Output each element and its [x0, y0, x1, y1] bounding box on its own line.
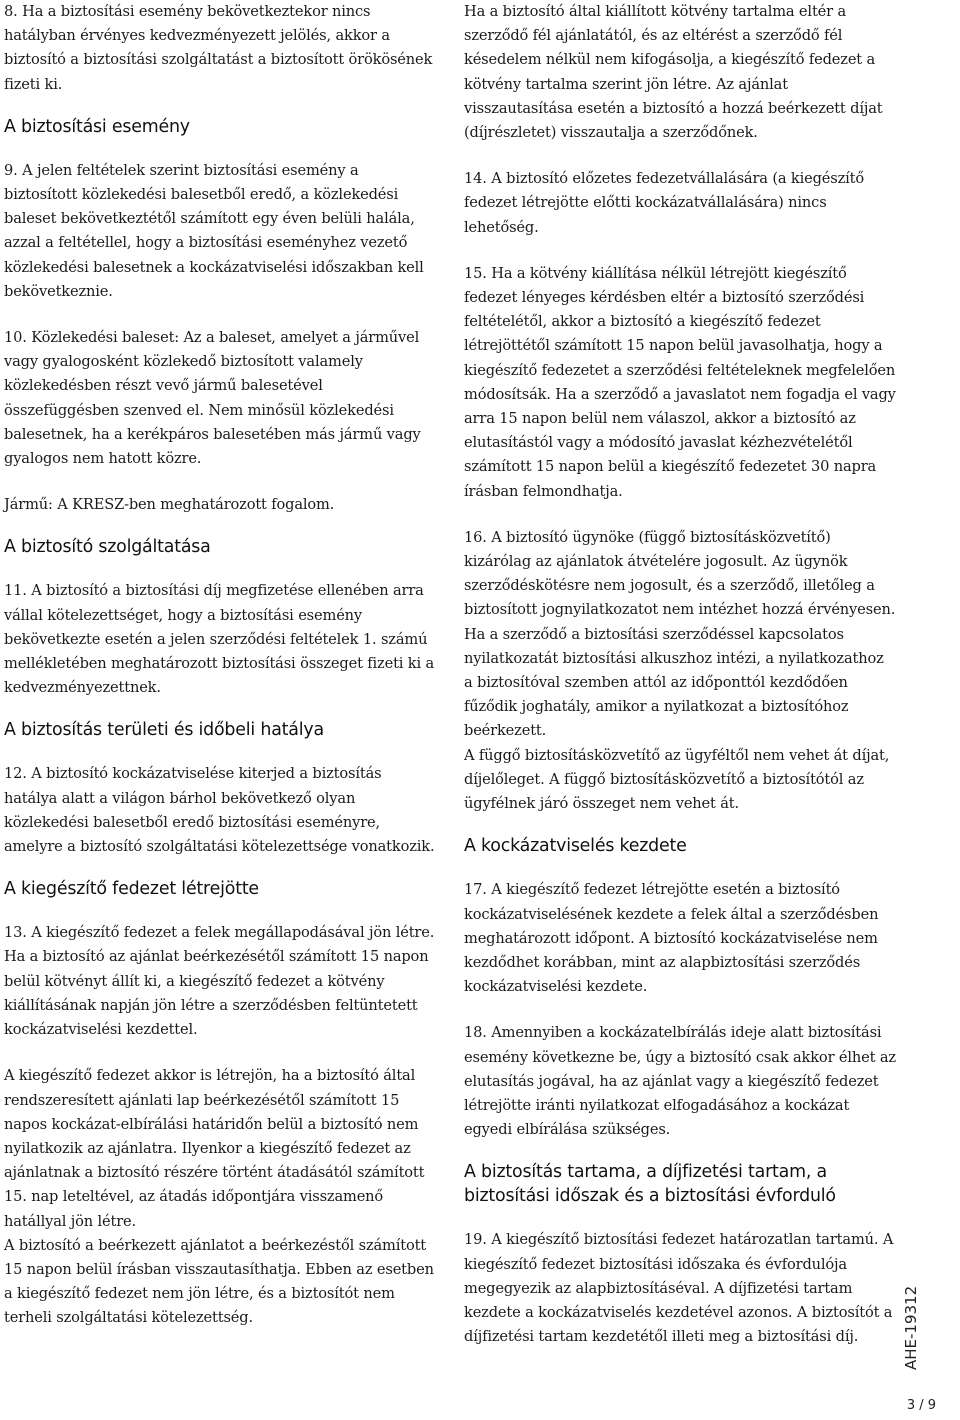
paragraph-16: 16. A biztosító ügynöke (függő biztosításközvetítő) kizárólag az ajánlatok átvételére jogosult. Az ügynök szerződéskötésre nem jogosult, és a szerződő, illetőleg a biztosított jognyilatkozatot nem intézhet hozzá érvényesen.	[464, 528, 896, 619]
paragraph-15: 15. Ha a kötvény kiállítása nélkül létrejött kiegészítő fedezet lényeges kérdésben eltér a biztosító szerződési feltételétől, akkor a biztosító a kiegészítő fedezet létrejöttétől számított 15 napon belül javasolhatja, hogy a kiegészítő fedezetet a szerződési feltételeknek megfelelően módosítsák. Ha a szerződő a javaslatot nem fogadja el vagy arra 15 napon belül nem válaszol, akkor a biztosító az elutasítástól vagy a módosító javaslat kézhezvételétől számított 15 napon belül a kiegészítő fedezetet 30 napra írásban felmondhatja.	[464, 264, 896, 500]
paragraph-14: 14. A biztosító előzetes fedezetvállalására (a kiegészítő fedezet létrejötte előtti kockázatvállalására) nincs lehetőség.	[464, 170, 865, 236]
heading-risk-start: A kockázatviselés kezdete	[464, 836, 687, 857]
paragraph-16-b: Ha a szerződő a biztosítási szerződéssel kapcsolatos nyilatkozatát biztosítási alkuszhoz intézi, a nyilatkozathoz a biztosítóval szemben attól az időponttól kezdődően fűződik joghatály, amikor a nyilatkozat a biztosítóhoz beérkezett.	[464, 625, 884, 740]
paragraph-19: 19. A kiegészítő biztosítási fedezet határozatlan tartamú. A kiegészítő fedezet biztosítási időszaka és évfordulója megegyezik az alapbiztosításéval. A díjfizetési tartam kezdete a kockázatviselés kezdetével azonos. A biztosítót a díjfizetési tartam kezdetétől illeti meg a biztosítási díj.	[464, 1231, 894, 1346]
paragraph-vehicle-definition: Jármű: A KRESZ-ben meghatározott fogalom.	[4, 496, 335, 514]
paragraph-17: 17. A kiegészítő fedezet létrejötte esetén a biztosító kockázatviselésének kezdete a felek által a szerződésben meghatározott időpont. A biztosító kockázatviselése nem kezdődhet korábban, mint az alapbiztosítási szerződés kockázatviselési kezdete.	[464, 881, 879, 996]
page-number: 3 / 9	[906, 1398, 936, 1413]
paragraph-13: 13. A kiegészítő fedezet a felek megállapodásával jön létre. Ha a biztosító az ajánlat beérkezésétől számított 15 napon belül kötvényt állít ki, a kiegészítő fedezet a kötvény kiállításának napján jön létre a szerződésben feltüntetett kockázatviselési kezdettel.	[4, 924, 435, 1039]
left-column	[4, 0, 436, 1331]
paragraph-16-c: A függő biztosításközvetítő az ügyféltől nem vehet át díjat, díjelőleget. A függő biztosításközvetítő a biztosítótól az ügyfélnek járó összeget nem vehet át.	[464, 746, 890, 813]
document-id: AHE-19312	[902, 1285, 920, 1370]
heading-insurer-service: A biztosító szolgáltatása	[4, 537, 211, 558]
heading-cover-formation: A kiegészítő fedezet létrejötte	[4, 879, 259, 900]
right-column	[464, 0, 896, 1349]
paragraph-8: 8. Ha a biztosítási esemény bekövetkeztekor nincs hatályban érvényes kedvezményezett jelölés, akkor a biztosító a biztosítási szolgáltatást a biztosított örökösének fizeti ki.	[4, 3, 433, 93]
paragraph-13-b: A kiegészítő fedezet akkor is létrejön, ha a biztosító által rendszeresített ajánlati lap beérkezésétől számított 15 napos kockázat-elbírálási határidőn belül a biztosító nem nyilatkozik az ajánlatra. Ilyenkor a kiegészítő fedezet az ajánlatnak a biztosító részére történt átadásától számított 15. nap leteltével, az átadás időpontjára visszamenő hatállyal jön létre.	[4, 1067, 425, 1230]
paragraph-13-c: A biztosító a beérkezett ajánlatot a beérkezéstől számított 15 napon belül írásban visszautasíthatja. Ebben az esetben a kiegészítő fedezet nem jön létre, és a biztosítót nem terheli szolgáltatási kötelezettség.	[4, 1236, 434, 1327]
paragraph-11: 11. A biztosító a biztosítási díj megfizetése ellenében arra vállal kötelezettséget, hogy a biztosítási esemény bekövetkezte esetén a jelen szerződési feltételek 1. számú mellékletében meghatározott biztosítási összeget fizeti ki a kedvezményezettnek.	[4, 582, 435, 697]
paragraph-9: 9. A jelen feltételek szerint biztosítási esemény a biztosított közlekedési balesetből eredő, a közlekedési baleset bekövetkeztétől számított egy éven belüli halála, azzal a feltétellel, hogy a biztosítási eseményhez vezető közlekedési balesetnek a kockázatviselési időszakban kell bekövetkeznie.	[4, 161, 424, 300]
paragraph-12: 12. A biztosító kockázatviselése kiterjed a biztosítás hatálya alatt a világon bárhol bekövetkező olyan közlekedési balesetből eredő biztosítási eseményre, amelyre a biztosító szolgáltatási kötelezettsége vonatkozik.	[4, 765, 435, 856]
heading-insured-event: A biztosítási esemény	[4, 116, 190, 137]
paragraph-10: 10. Közlekedési baleset: Az a baleset, amelyet a járművel vagy gyalogosként közlekedő biztosított valamely közlekedésben részt vevő jármű balesetével összefüggésben szenved el. Nem minősül közlekedési balesetnek, ha a kerékpáros balesetében más jármű vagy gyalogos nem hatott közre.	[4, 329, 421, 468]
paragraph-18: 18. Amennyiben a kockázatelbírálás ideje alatt biztosítási esemény következne be, úgy a biztosító csak akkor élhet az elutasítás jogával, ha az ajánlat vagy a kiegészítő fedezet létrejötte iránti nyilatkozat elfogadásához a kockázat egyedi elbírálása szükséges.	[464, 1024, 896, 1139]
heading-term-and-anniversary: A biztosítás tartama, a díjfizetési tartam, a biztosítási időszak és a biztosítási évforduló	[464, 1162, 836, 1207]
heading-territorial-scope: A biztosítás területi és időbeli hatálya	[4, 720, 324, 741]
paragraph-13-d: Ha a biztosító által kiállított kötvény tartalma eltér a szerződő fél ajánlatától, és az eltérést a szerződő fél késedelem nélkül nem kifogásolja, a kiegészítő fedezet a kötvény tartalma szerint jön létre. Az ajánlat visszautasítása esetén a biztosító a hozzá beérkezett díjat (díjrészletet) visszautalja a szerződőnek.	[464, 3, 883, 142]
